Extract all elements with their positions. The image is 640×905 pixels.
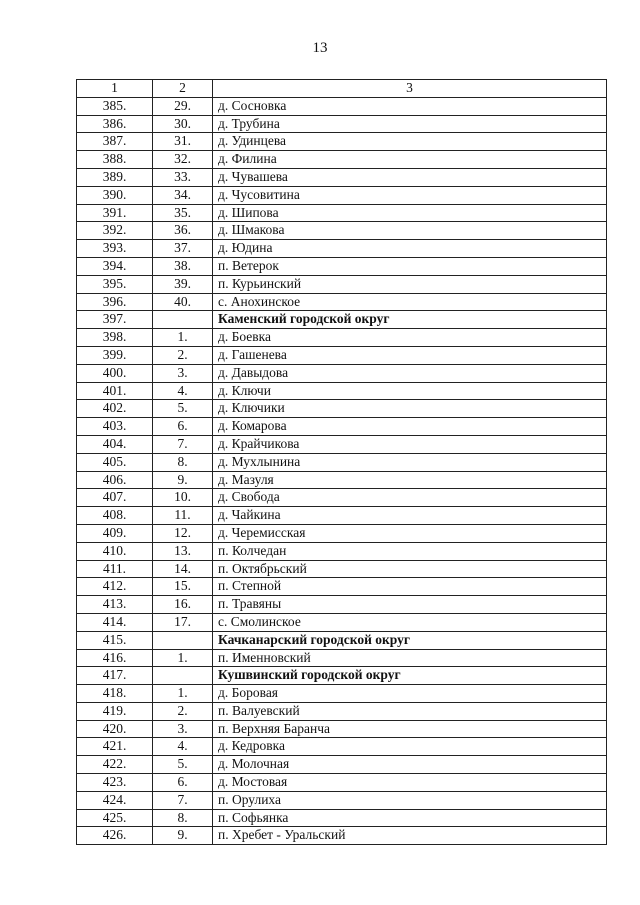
table-row (77, 613, 607, 631)
settlement-name: д. Ключи (213, 382, 607, 400)
row-number: 408. (77, 507, 153, 525)
table-row (77, 204, 607, 222)
table-row (77, 685, 607, 703)
table-row (77, 827, 607, 845)
settlement-name: д. Чувашева (213, 168, 607, 186)
table-row (77, 275, 607, 293)
settlement-name: п. Степной (213, 578, 607, 596)
settlement-name: д. Юдина (213, 240, 607, 258)
table-row (77, 702, 607, 720)
table-row (77, 453, 607, 471)
settlement-name: п. Валуевский (213, 702, 607, 720)
table-row (77, 524, 607, 542)
table-row (77, 791, 607, 809)
row-number: 422. (77, 756, 153, 774)
row-subnumber: 4. (153, 382, 213, 400)
row-number: 424. (77, 791, 153, 809)
row-subnumber: 7. (153, 435, 213, 453)
settlement-name: п. Травяны (213, 596, 607, 614)
table-row (77, 809, 607, 827)
row-number: 401. (77, 382, 153, 400)
row-subnumber: 14. (153, 560, 213, 578)
row-number: 400. (77, 364, 153, 382)
row-subnumber: 37. (153, 240, 213, 258)
settlement-name: д. Сосновка (213, 97, 607, 115)
row-subnumber: 7. (153, 791, 213, 809)
row-number: 412. (77, 578, 153, 596)
row-number: 420. (77, 720, 153, 738)
table-row (77, 168, 607, 186)
row-subnumber: 8. (153, 453, 213, 471)
settlement-name: д. Филина (213, 151, 607, 169)
row-number: 411. (77, 560, 153, 578)
table-header-row (77, 80, 607, 98)
table-row (77, 774, 607, 792)
row-subnumber: 4. (153, 738, 213, 756)
row-subnumber: 8. (153, 809, 213, 827)
row-number: 418. (77, 685, 153, 703)
row-number: 423. (77, 774, 153, 792)
row-subnumber: 6. (153, 774, 213, 792)
row-number: 392. (77, 222, 153, 240)
row-subnumber: 5. (153, 756, 213, 774)
row-subnumber: 40. (153, 293, 213, 311)
settlement-name: д. Шипова (213, 204, 607, 222)
row-subnumber: 11. (153, 507, 213, 525)
settlement-name: с. Смолинское (213, 613, 607, 631)
table-row (77, 471, 607, 489)
table-row (77, 489, 607, 507)
settlement-name: п. Ветерок (213, 257, 607, 275)
table-row (77, 329, 607, 347)
row-subnumber: 9. (153, 827, 213, 845)
settlement-name: д. Ключики (213, 400, 607, 418)
row-number: 395. (77, 275, 153, 293)
table-row (77, 720, 607, 738)
settlement-name: п. Верхняя Баранча (213, 720, 607, 738)
row-number: 386. (77, 115, 153, 133)
table-row (77, 240, 607, 258)
settlement-name: д. Боевка (213, 329, 607, 347)
row-subnumber: 35. (153, 204, 213, 222)
district-name: Качканарский городской округ (213, 631, 607, 649)
table-row (77, 97, 607, 115)
column-header-1: 1 (77, 80, 153, 98)
row-number: 404. (77, 435, 153, 453)
table-body (77, 80, 607, 845)
row-subnumber: 10. (153, 489, 213, 507)
settlement-name: п. Колчедан (213, 542, 607, 560)
row-number: 402. (77, 400, 153, 418)
table-row (77, 596, 607, 614)
settlement-name: п. Орулиха (213, 791, 607, 809)
settlement-name: д. Боровая (213, 685, 607, 703)
row-subnumber: 38. (153, 257, 213, 275)
row-subnumber: 31. (153, 133, 213, 151)
row-subnumber: 16. (153, 596, 213, 614)
row-subnumber: 1. (153, 649, 213, 667)
row-number: 389. (77, 168, 153, 186)
row-number: 410. (77, 542, 153, 560)
row-number: 387. (77, 133, 153, 151)
row-subnumber: 3. (153, 720, 213, 738)
row-subnumber: 2. (153, 702, 213, 720)
settlement-name: д. Мостовая (213, 774, 607, 792)
settlement-name: д. Мухлынина (213, 453, 607, 471)
settlement-name: д. Шмакова (213, 222, 607, 240)
table-row (77, 560, 607, 578)
settlement-name: д. Крайчикова (213, 435, 607, 453)
table-row (77, 542, 607, 560)
table-row (77, 151, 607, 169)
settlement-name: д. Черемисская (213, 524, 607, 542)
settlement-name: п. Именновский (213, 649, 607, 667)
row-subnumber: 39. (153, 275, 213, 293)
settlement-name: п. Октябрьский (213, 560, 607, 578)
row-subnumber: 15. (153, 578, 213, 596)
row-subnumber: 34. (153, 186, 213, 204)
row-number: 416. (77, 649, 153, 667)
row-number: 426. (77, 827, 153, 845)
row-number: 388. (77, 151, 153, 169)
table-row (77, 364, 607, 382)
table-row (77, 222, 607, 240)
table-row (77, 400, 607, 418)
row-subnumber (153, 667, 213, 685)
table-row (77, 418, 607, 436)
row-subnumber (153, 631, 213, 649)
row-number: 419. (77, 702, 153, 720)
row-subnumber: 13. (153, 542, 213, 560)
row-number: 391. (77, 204, 153, 222)
table-row (77, 738, 607, 756)
settlement-name: п. Курьинский (213, 275, 607, 293)
row-number: 415. (77, 631, 153, 649)
row-subnumber: 30. (153, 115, 213, 133)
district-name: Кушвинский городской округ (213, 667, 607, 685)
settlement-name: д. Кедровка (213, 738, 607, 756)
table-row (77, 133, 607, 151)
row-subnumber (153, 311, 213, 329)
settlement-name: п. Софьянка (213, 809, 607, 827)
row-number: 417. (77, 667, 153, 685)
table-row (77, 346, 607, 364)
table-row (77, 507, 607, 525)
row-subnumber: 5. (153, 400, 213, 418)
settlement-name: с. Анохинское (213, 293, 607, 311)
row-number: 397. (77, 311, 153, 329)
table-row (77, 293, 607, 311)
row-number: 390. (77, 186, 153, 204)
row-subnumber: 29. (153, 97, 213, 115)
row-subnumber: 9. (153, 471, 213, 489)
settlement-name: п. Хребет - Уральский (213, 827, 607, 845)
row-number: 399. (77, 346, 153, 364)
table-row (77, 756, 607, 774)
row-number: 393. (77, 240, 153, 258)
table-row (77, 186, 607, 204)
settlement-name: д. Удинцева (213, 133, 607, 151)
table-row (77, 649, 607, 667)
row-number: 405. (77, 453, 153, 471)
district-row (77, 667, 607, 685)
settlement-name: д. Молочная (213, 756, 607, 774)
row-subnumber: 33. (153, 168, 213, 186)
row-subnumber: 6. (153, 418, 213, 436)
row-subnumber: 3. (153, 364, 213, 382)
settlement-name: д. Чайкина (213, 507, 607, 525)
row-number: 394. (77, 257, 153, 275)
row-number: 413. (77, 596, 153, 614)
row-subnumber: 12. (153, 524, 213, 542)
page-number: 13 (312, 40, 328, 56)
row-subnumber: 36. (153, 222, 213, 240)
row-number: 398. (77, 329, 153, 347)
row-number: 396. (77, 293, 153, 311)
district-row (77, 311, 607, 329)
row-subnumber: 1. (153, 329, 213, 347)
table-row (77, 435, 607, 453)
column-header-3: 3 (213, 80, 607, 98)
table-row (77, 257, 607, 275)
row-number: 414. (77, 613, 153, 631)
row-number: 407. (77, 489, 153, 507)
row-number: 421. (77, 738, 153, 756)
row-number: 385. (77, 97, 153, 115)
district-name: Каменский городской округ (213, 311, 607, 329)
row-subnumber: 2. (153, 346, 213, 364)
settlement-name: д. Свобода (213, 489, 607, 507)
row-subnumber: 17. (153, 613, 213, 631)
settlement-name: д. Трубина (213, 115, 607, 133)
row-number: 409. (77, 524, 153, 542)
settlement-name: д. Давыдова (213, 364, 607, 382)
row-subnumber: 32. (153, 151, 213, 169)
district-row (77, 631, 607, 649)
row-number: 425. (77, 809, 153, 827)
settlement-name: д. Гашенева (213, 346, 607, 364)
column-header-2: 2 (153, 80, 213, 98)
settlement-name: д. Мазуля (213, 471, 607, 489)
settlements-table (76, 79, 607, 845)
table-row (77, 578, 607, 596)
settlement-name: д. Комарова (213, 418, 607, 436)
settlement-name: д. Чусовитина (213, 186, 607, 204)
table-row (77, 382, 607, 400)
row-number: 406. (77, 471, 153, 489)
row-number: 403. (77, 418, 153, 436)
table-row (77, 115, 607, 133)
row-subnumber: 1. (153, 685, 213, 703)
